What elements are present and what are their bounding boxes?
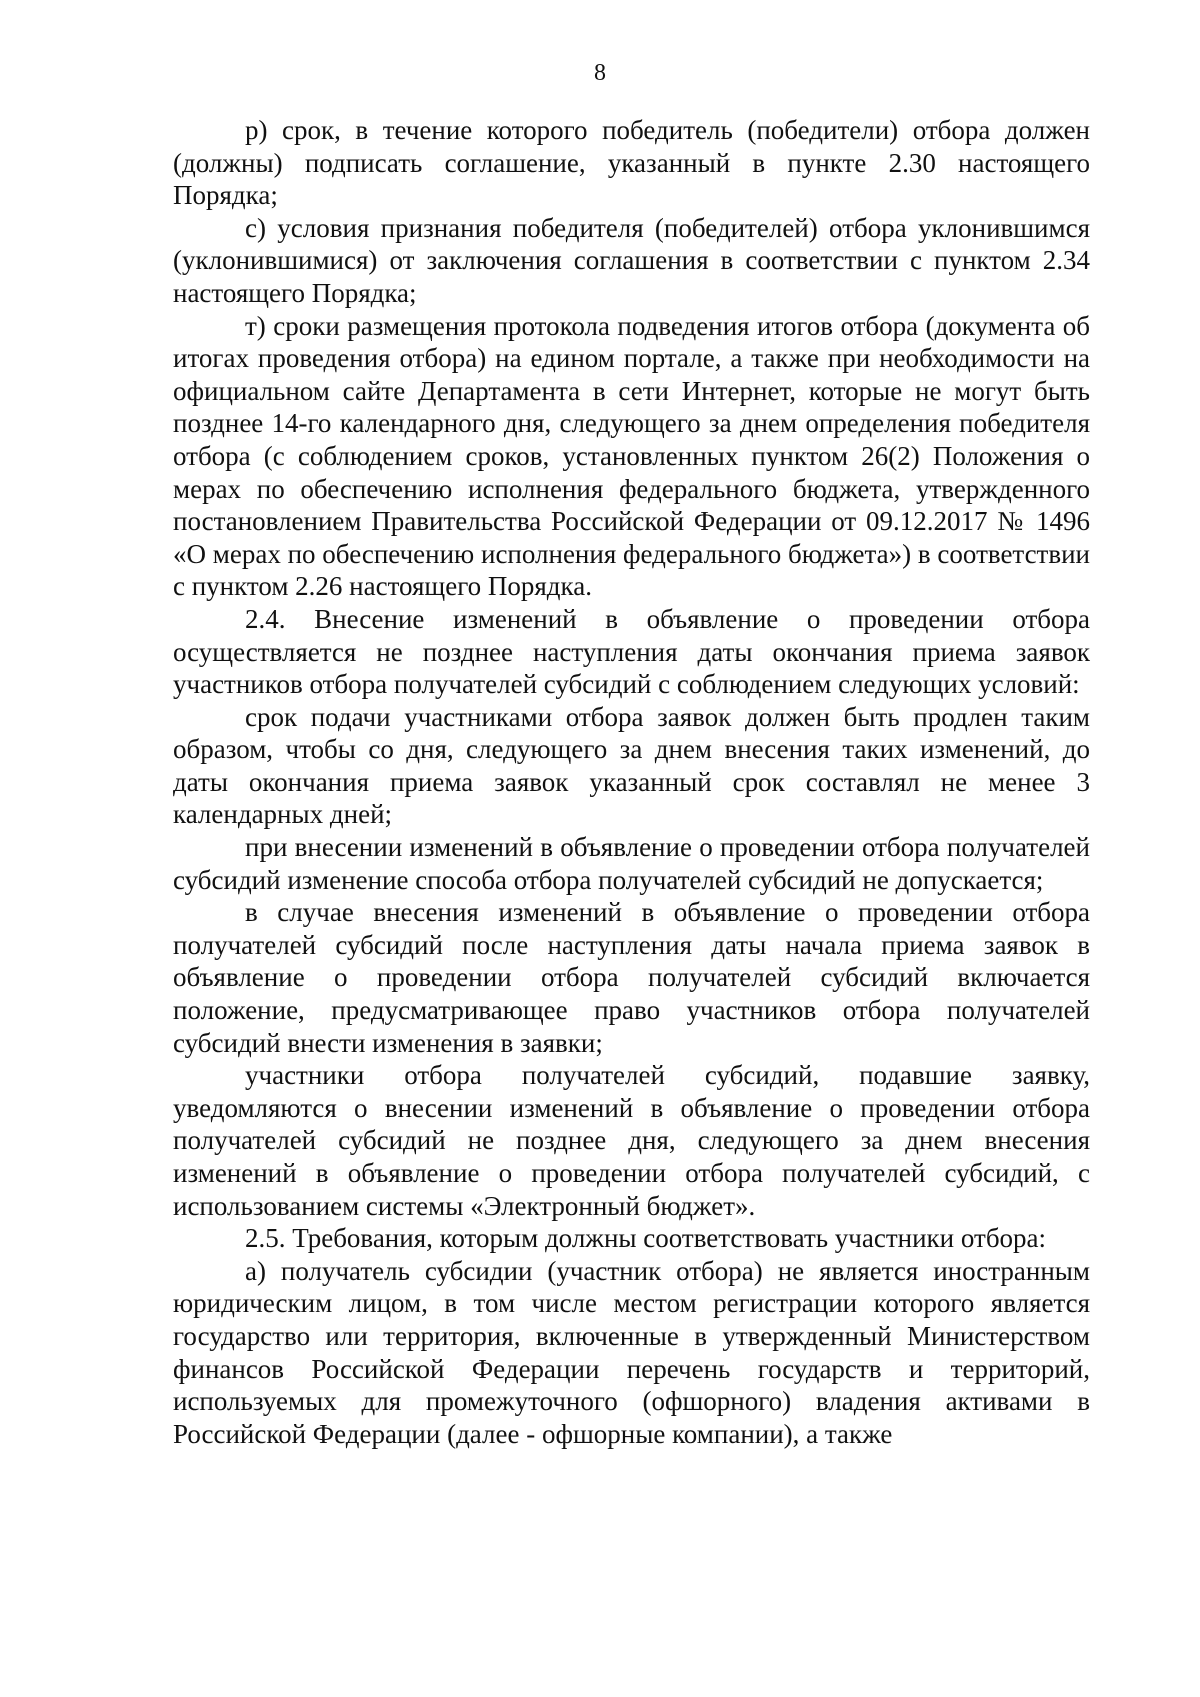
paragraph-s-evasion-conditions: с) условия признания победителя (победителей) отбора уклонившимся (уклонившимися) от заключения соглашения в соответствии с пунктом 2.34 настоящего Порядка; (173, 212, 1090, 308)
page-number: 8 (594, 60, 606, 86)
document-body (173, 114, 1090, 1450)
paragraph-method-change-prohibited: при внесении изменений в объявление о проведении отбора получателей субсидий изменение способа отбора получателей субсидий не допускается; (173, 832, 1090, 895)
paragraph-2-5-requirements: 2.5. Требования, которым должны соответствовать участники отбора: (245, 1223, 1047, 1254)
paragraph-2-4-announcement-changes: 2.4. Внесение изменений в объявление о проведении отбора осуществляется не позднее наступления даты окончания приема заявок участников отбора получателей субсидий с соблюдением следующих условий: (173, 603, 1090, 700)
paragraph-t-protocol-placement: т) сроки размещения протокола подведения итогов отбора (документа об итогах проведения отбора) на едином портале, а также при необходимости на официальном сайте Департамента в сети Интернет, которые не могут быть позднее 14-го календарного дня, следующего за днем определения победителя отбора (с соблюдением сроков, установленных пунктом 26(2) Положения о мерах по обеспечению исполнения федерального бюджета, утвержденного постановлением Правительства Российской Федерации от 09.12.2017 № 1496 «О мерах по обеспечению исполнения федерального бюджета») в соответствии с пунктом 2.26 настоящего Порядка. (173, 310, 1090, 602)
paragraph-r-signing-deadline: р) срок, в течение которого победитель (победители) отбора должен (должны) подписать соглашение, указанный в пункте 2.30 настоящего Порядка; (173, 115, 1090, 211)
paragraph-a-not-foreign-entity: а) получатель субсидии (участник отбора) не является иностранным юридическим лицом, в том числе местом регистрации которого является государство или территория, включенные в утвержденный Министерством финансов Российской Федерации перечень государств и территорий, используемых для промежуточного (офшорного) владения активами в Российской Федерации (далее - офшорные компании), а также (173, 1255, 1090, 1449)
paragraph-application-amendments: в случае внесения изменений в объявление о проведении отбора получателей субсидий после наступления даты начала приема заявок в объявление о проведении отбора получателей субсидий включается положение, предусматривающее право участников отбора получателей субсидий внести изменения в заявки; (173, 897, 1090, 1058)
paragraph-deadline-extension: срок подачи участниками отбора заявок должен быть продлен таким образом, чтобы со дня, следующего за днем внесения таких изменений, до даты окончания приема заявок указанный срок составлял не менее 3 календарных дней; (173, 701, 1090, 830)
paragraph-participant-notification: участники отбора получателей субсидий, подавшие заявку, уведомляются о внесении изменений в объявление о проведении отбора получателей субсидий не позднее дня, следующего за днем внесения изменений в объявление о проведении отбора получателей субсидий, с использованием системы «Электронный бюджет». (173, 1060, 1090, 1221)
